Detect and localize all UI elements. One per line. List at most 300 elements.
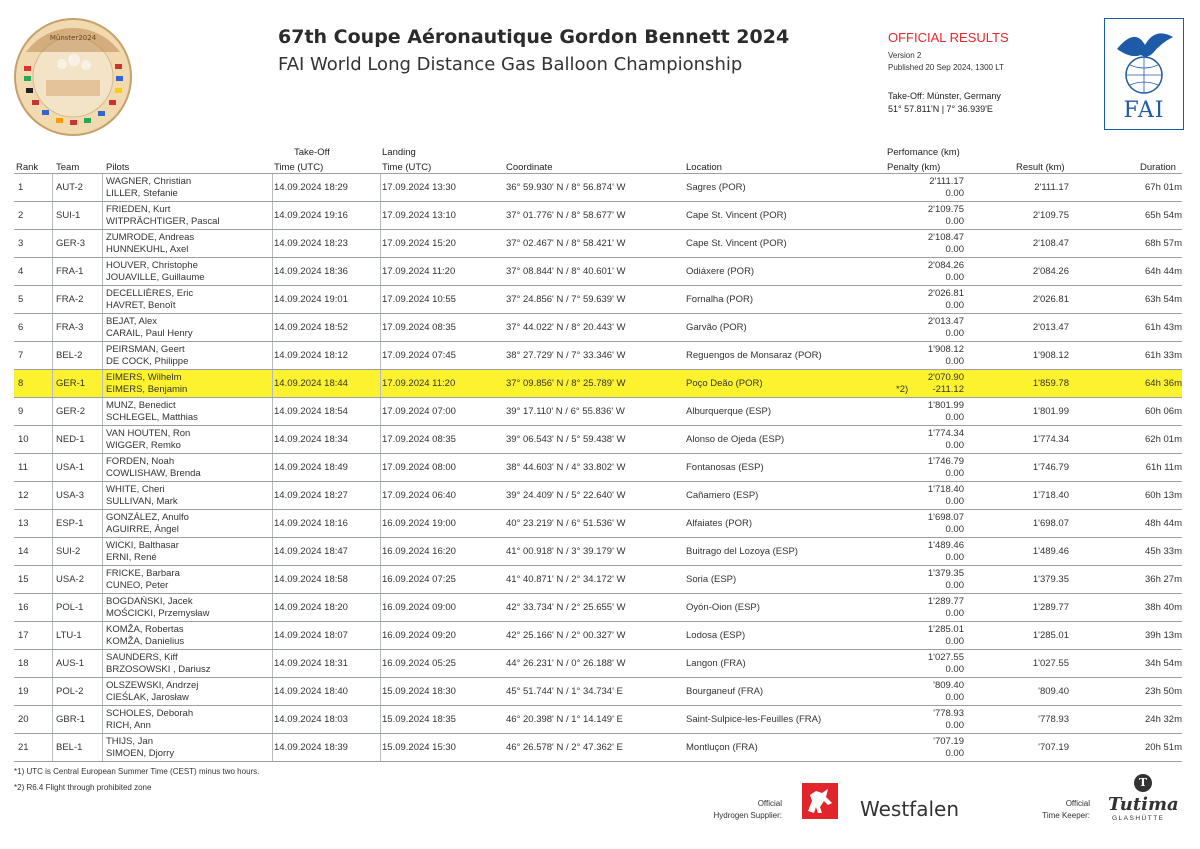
cell-pilot1: KOMŽA, Robertas xyxy=(106,624,184,635)
cell-duration: 61h 43m xyxy=(1145,322,1182,333)
table-row xyxy=(14,509,1182,538)
cell-duration: 39h 13m xyxy=(1145,630,1182,641)
cell-landing: 17.09.2024 10:55 xyxy=(382,294,456,305)
cell-rank: 13 xyxy=(18,518,29,529)
cell-perf: 2'013.47 xyxy=(927,316,964,327)
cell-result: 2'026.81 xyxy=(1032,294,1069,305)
cell-perf: '778.93 xyxy=(933,708,964,719)
cell-pilot1: FORDEN, Noah xyxy=(106,456,175,467)
cell-takeoff: 14.09.2024 18:29 xyxy=(274,182,348,193)
table-row xyxy=(14,341,1182,370)
column-divider xyxy=(380,678,381,706)
cell-pilot1: FRIEDEN, Kurt xyxy=(106,204,171,215)
cell-result: 1'718.40 xyxy=(1032,490,1069,501)
takeoff-coordinates: 51° 57.811'N | 7° 36.939'E xyxy=(888,104,993,114)
cell-perf: 1'379.35 xyxy=(927,568,964,579)
cell-team: GER-3 xyxy=(56,238,86,249)
cell-landing: 17.09.2024 07:00 xyxy=(382,406,456,417)
cell-landing: 16.09.2024 19:00 xyxy=(382,518,456,529)
cell-location: Montluçon (FRA) xyxy=(686,742,758,753)
cell-penalty: 0.00 xyxy=(945,328,964,339)
cell-rank: 9 xyxy=(18,406,24,417)
column-divider xyxy=(52,678,53,706)
cell-pilot2: LILLER, Stefanie xyxy=(106,188,178,199)
cell-location: Soria (ESP) xyxy=(686,574,737,585)
cell-perf: 2'084.26 xyxy=(927,260,964,271)
cell-perf: 2'108.47 xyxy=(927,232,964,243)
cell-rank: 15 xyxy=(18,574,29,585)
table-row xyxy=(14,677,1182,706)
hydrogen-label-line1: Official xyxy=(757,799,782,808)
cell-location: Sagres (POR) xyxy=(686,182,746,193)
cell-pilot2: CUNEO, Peter xyxy=(106,580,169,591)
cell-takeoff: 14.09.2024 19:01 xyxy=(274,294,348,305)
column-divider xyxy=(52,286,53,314)
cell-coordinate: 39° 17.110' N / 6° 55.836' W xyxy=(506,406,625,417)
col-takeoff-bottom: Time (UTC) xyxy=(274,162,324,173)
cell-result: 1'285.01 xyxy=(1032,630,1069,641)
cell-rank: 2 xyxy=(18,210,24,221)
cell-rank: 17 xyxy=(18,630,29,641)
table-row xyxy=(14,565,1182,594)
cell-perf: 1'801.99 xyxy=(927,400,964,411)
cell-penalty: 0.00 xyxy=(945,188,964,199)
cell-team: BEL-2 xyxy=(56,350,83,361)
cell-pilot2: MOŚCICKI, Przemysław xyxy=(106,608,210,619)
cell-result: '809.40 xyxy=(1038,686,1069,697)
cell-rank: 1 xyxy=(18,182,24,193)
fai-logo xyxy=(1104,18,1184,130)
cell-perf: 1'027.55 xyxy=(927,652,964,663)
col-penalty: Penalty (km) xyxy=(887,162,941,173)
cell-pilot1: WICKI, Balthasar xyxy=(106,540,179,551)
column-divider xyxy=(272,706,273,734)
page-subtitle: FAI World Long Distance Gas Balloon Championship xyxy=(278,54,743,75)
cell-duration: 38h 40m xyxy=(1145,602,1182,613)
cell-rank: 8 xyxy=(18,378,24,389)
cell-landing: 17.09.2024 07:45 xyxy=(382,350,456,361)
cell-pilot2: SCHLEGEL, Matthias xyxy=(106,412,198,423)
column-divider xyxy=(380,286,381,314)
cell-duration: 61h 11m xyxy=(1145,462,1182,473)
cell-rank: 4 xyxy=(18,266,24,277)
cell-penalty: 0.00 xyxy=(945,692,964,703)
cell-team: POL-2 xyxy=(56,686,84,697)
cell-penalty: 0.00 xyxy=(945,272,964,283)
cell-coordinate: 37° 09.856' N / 8° 25.789' W xyxy=(506,378,626,389)
cell-duration: 68h 57m xyxy=(1145,238,1182,249)
column-divider xyxy=(272,230,273,258)
cell-perf: '707.19 xyxy=(933,736,964,747)
col-result: Result (km) xyxy=(1016,162,1065,173)
table-row xyxy=(14,593,1182,622)
cell-landing: 17.09.2024 11:20 xyxy=(382,266,456,277)
timekeeper-label-line2: Time Keeper: xyxy=(1042,811,1090,820)
cell-takeoff: 14.09.2024 18:39 xyxy=(274,742,348,753)
cell-pilot1: HOUVER, Christophe xyxy=(106,260,198,271)
column-divider xyxy=(52,426,53,454)
cell-result: 2'013.47 xyxy=(1032,322,1069,333)
column-divider xyxy=(272,510,273,538)
cell-perf: 1'489.46 xyxy=(927,540,964,551)
column-divider xyxy=(272,398,273,426)
cell-pilot2: JOUAVILLE, Guillaume xyxy=(106,272,205,283)
column-divider xyxy=(102,314,103,342)
cell-landing: 16.09.2024 09:00 xyxy=(382,602,456,613)
cell-perf: 2'111.17 xyxy=(929,176,964,187)
cell-coordinate: 42° 33.734' N / 2° 25.655' W xyxy=(506,602,626,613)
cell-team: GER-2 xyxy=(56,406,86,417)
table-row xyxy=(14,369,1182,398)
column-divider xyxy=(52,734,53,762)
cell-perf: 1'908.12 xyxy=(927,344,964,355)
cell-result: 1'027.55 xyxy=(1032,658,1069,669)
cell-landing: 16.09.2024 05:25 xyxy=(382,658,456,669)
cell-rank: 14 xyxy=(18,546,29,557)
cell-coordinate: 46° 20.398' N / 1° 14.149' E xyxy=(506,714,623,725)
cell-pilot1: EIMERS, Wilhelm xyxy=(106,372,182,383)
column-divider xyxy=(380,398,381,426)
cell-rank: 10 xyxy=(18,434,29,445)
column-divider xyxy=(380,510,381,538)
badge-text: Münster2024 xyxy=(49,34,97,42)
cell-location: Buitrago del Lozoya (ESP) xyxy=(686,546,798,557)
column-divider xyxy=(380,538,381,566)
version-label: Version 2 xyxy=(888,51,922,60)
cell-penalty: 0.00 xyxy=(945,664,964,675)
cell-result: 1'801.99 xyxy=(1032,406,1069,417)
cell-duration: 20h 51m xyxy=(1145,742,1182,753)
cell-pilot2: BRZOSOWSKI , Dariusz xyxy=(106,664,211,675)
column-divider xyxy=(102,538,103,566)
gordon-bennett-badge xyxy=(12,16,134,138)
cell-rank: 7 xyxy=(18,350,24,361)
table-row xyxy=(14,229,1182,258)
column-divider xyxy=(272,454,273,482)
column-divider xyxy=(52,398,53,426)
cell-pilot1: BOGDAŃSKI, Jacek xyxy=(106,596,193,607)
column-divider xyxy=(380,174,381,202)
cell-rank: 12 xyxy=(18,490,29,501)
column-divider xyxy=(102,650,103,678)
cell-pilot2: HAVRET, Benoît xyxy=(106,300,176,311)
cell-penalty: 0.00 xyxy=(945,412,964,423)
timekeeper-label xyxy=(1010,798,1090,822)
cell-pilot1: WAGNER, Christian xyxy=(106,176,192,187)
cell-duration: 36h 27m xyxy=(1145,574,1182,585)
column-divider xyxy=(380,426,381,454)
cell-perf: 2'109.75 xyxy=(927,204,964,215)
cell-landing: 17.09.2024 13:30 xyxy=(382,182,456,193)
cell-takeoff: 14.09.2024 18:12 xyxy=(274,350,348,361)
cell-pilot1: PEIRSMAN, Geert xyxy=(106,344,185,355)
cell-landing: 17.09.2024 11:20 xyxy=(382,378,456,389)
column-divider xyxy=(272,482,273,510)
cell-landing: 16.09.2024 09:20 xyxy=(382,630,456,641)
table-row xyxy=(14,173,1182,202)
hydrogen-supplier-label xyxy=(700,798,782,822)
table-row xyxy=(14,733,1182,762)
column-divider xyxy=(52,202,53,230)
cell-location: Alonso de Ojeda (ESP) xyxy=(686,434,785,445)
column-divider xyxy=(52,230,53,258)
column-divider xyxy=(380,734,381,762)
column-divider xyxy=(52,258,53,286)
cell-pilot2: WITPRÄCHTIGER, Pascal xyxy=(106,216,220,227)
col-pilots: Pilots xyxy=(106,162,130,173)
cell-takeoff: 14.09.2024 18:36 xyxy=(274,266,348,277)
cell-pilot2: RICH, Ann xyxy=(106,720,151,731)
westfalen-logo-text: Westfalen xyxy=(860,797,960,821)
cell-duration: 48h 44m xyxy=(1145,518,1182,529)
cell-duration: 61h 33m xyxy=(1145,350,1182,361)
column-divider xyxy=(102,258,103,286)
tutima-icon: T xyxy=(1134,774,1152,792)
column-divider xyxy=(102,734,103,762)
cell-penalty: 0.00 xyxy=(945,580,964,591)
cell-penalty: 0.00 xyxy=(945,468,964,479)
cell-duration: 64h 44m xyxy=(1145,266,1182,277)
cell-duration: 60h 13m xyxy=(1145,490,1182,501)
cell-pilot1: SAUNDERS, Kiff xyxy=(106,652,178,663)
table-row xyxy=(14,705,1182,734)
cell-pilot1: SCHOLES, Deborah xyxy=(106,708,194,719)
cell-rank: 21 xyxy=(18,742,29,753)
cell-note: *2) xyxy=(896,384,909,395)
cell-result: 1'746.79 xyxy=(1032,462,1069,473)
cell-takeoff: 14.09.2024 18:03 xyxy=(274,714,348,725)
cell-duration: 62h 01m xyxy=(1145,434,1182,445)
column-divider xyxy=(102,510,103,538)
cell-pilot1: GONZÁLEZ, Anulfo xyxy=(106,512,189,523)
cell-takeoff: 14.09.2024 18:16 xyxy=(274,518,348,529)
column-divider xyxy=(272,314,273,342)
cell-takeoff: 14.09.2024 18:49 xyxy=(274,462,348,473)
column-divider xyxy=(102,230,103,258)
table-row xyxy=(14,453,1182,482)
cell-coordinate: 39° 06.543' N / 5° 59.438' W xyxy=(506,434,626,445)
published-date: Published 20 Sep 2024, 1300 LT xyxy=(888,63,1004,72)
tutima-logo-text: Tutima xyxy=(1108,794,1179,815)
cell-result: '778.93 xyxy=(1038,714,1069,725)
column-divider xyxy=(52,622,53,650)
cell-pilot1: WHITE, Cheri xyxy=(106,484,165,495)
cell-coordinate: 44° 26.231' N / 0° 26.188' W xyxy=(506,658,626,669)
table-row xyxy=(14,537,1182,566)
cell-team: BEL-1 xyxy=(56,742,83,753)
cell-coordinate: 39° 24.409' N / 5° 22.640' W xyxy=(506,490,626,501)
cell-perf: 1'289.77 xyxy=(927,596,964,607)
column-divider xyxy=(102,706,103,734)
cell-location: Bourganeuf (FRA) xyxy=(686,686,764,697)
cell-team: FRA-3 xyxy=(56,322,84,333)
cell-pilot1: OLSZEWSKI, Andrzej xyxy=(106,680,199,691)
cell-perf: 1'285.01 xyxy=(927,624,964,635)
cell-duration: 65h 54m xyxy=(1145,210,1182,221)
cell-team: SUI-1 xyxy=(56,210,81,221)
cell-landing: 15.09.2024 18:30 xyxy=(382,686,456,697)
cell-team: GER-1 xyxy=(56,378,86,389)
cell-landing: 17.09.2024 15:20 xyxy=(382,238,456,249)
cell-landing: 17.09.2024 08:00 xyxy=(382,462,456,473)
glashutte-text: GLASHÜTTE xyxy=(1112,815,1165,822)
cell-team: GBR-1 xyxy=(56,714,86,725)
cell-pilot2: ERNI, René xyxy=(106,552,157,563)
column-divider xyxy=(380,454,381,482)
cell-penalty: 0.00 xyxy=(945,496,964,507)
cell-location: Odiáxere (POR) xyxy=(686,266,755,277)
col-coordinate: Coordinate xyxy=(506,162,553,173)
cell-landing: 15.09.2024 15:30 xyxy=(382,742,456,753)
cell-location: Lodosa (ESP) xyxy=(686,630,746,641)
cell-team: USA-3 xyxy=(56,490,84,501)
column-divider xyxy=(272,370,273,398)
cell-landing: 16.09.2024 16:20 xyxy=(382,546,456,557)
cell-landing: 17.09.2024 08:35 xyxy=(382,322,456,333)
table-row xyxy=(14,313,1182,342)
cell-team: USA-1 xyxy=(56,462,84,473)
cell-landing: 17.09.2024 06:40 xyxy=(382,490,456,501)
cell-coordinate: 37° 24.856' N / 7° 59.639' W xyxy=(506,294,626,305)
cell-pilot2: KOMŽA, Danielius xyxy=(106,636,185,647)
column-divider xyxy=(52,706,53,734)
cell-team: ESP-1 xyxy=(56,518,84,529)
cell-pilot1: VAN HOUTEN, Ron xyxy=(106,428,191,439)
column-divider xyxy=(52,482,53,510)
cell-rank: 16 xyxy=(18,602,29,613)
cell-penalty: 0.00 xyxy=(945,748,964,759)
cell-result: 1'908.12 xyxy=(1032,350,1069,361)
column-divider xyxy=(380,202,381,230)
cell-location: Cape St. Vincent (POR) xyxy=(686,210,787,221)
cell-pilot1: THIJS, Jan xyxy=(106,736,153,747)
cell-penalty: 0.00 xyxy=(945,244,964,255)
cell-rank: 19 xyxy=(18,686,29,697)
cell-duration: 34h 54m xyxy=(1145,658,1182,669)
col-rank: Rank xyxy=(16,162,39,173)
column-divider xyxy=(380,566,381,594)
cell-pilot2: CARAIL, Paul Henry xyxy=(106,328,193,339)
column-divider xyxy=(272,594,273,622)
cell-perf: 1'718.40 xyxy=(927,484,964,495)
col-landing-top: Landing xyxy=(382,147,416,158)
cell-result: 2'111.17 xyxy=(1034,182,1069,193)
cell-coordinate: 37° 01.776' N / 8° 58.677' W xyxy=(506,210,626,221)
cell-takeoff: 14.09.2024 18:07 xyxy=(274,630,348,641)
cell-penalty: 0.00 xyxy=(945,216,964,227)
table-row xyxy=(14,425,1182,454)
cell-pilot1: DECELLIÈRES, Eric xyxy=(106,288,194,299)
cell-pilot1: MUNZ, Benedict xyxy=(106,400,176,411)
cell-landing: 17.09.2024 13:10 xyxy=(382,210,456,221)
cell-result: 2'084.26 xyxy=(1032,266,1069,277)
cell-coordinate: 41° 00.918' N / 3° 39.179' W xyxy=(506,546,626,557)
cell-penalty: 0.00 xyxy=(945,524,964,535)
table-row xyxy=(14,649,1182,678)
cell-result: 1'289.77 xyxy=(1032,602,1069,613)
column-divider xyxy=(272,650,273,678)
cell-penalty: 0.00 xyxy=(945,356,964,367)
cell-location: Oyón-Oion (ESP) xyxy=(686,602,760,613)
cell-perf: 1'774.34 xyxy=(927,428,964,439)
cell-location: Cape St. Vincent (POR) xyxy=(686,238,787,249)
cell-rank: 6 xyxy=(18,322,24,333)
column-divider xyxy=(102,202,103,230)
col-perf-top: Perfomance (km) xyxy=(887,147,960,158)
cell-team: LTU-1 xyxy=(56,630,82,641)
column-divider xyxy=(272,734,273,762)
cell-takeoff: 14.09.2024 18:44 xyxy=(274,378,348,389)
column-divider xyxy=(272,622,273,650)
cell-penalty: 0.00 xyxy=(945,300,964,311)
column-divider xyxy=(272,286,273,314)
column-divider xyxy=(52,370,53,398)
column-divider xyxy=(380,314,381,342)
column-divider xyxy=(52,510,53,538)
column-divider xyxy=(102,370,103,398)
column-divider xyxy=(102,482,103,510)
cell-result: 1'379.35 xyxy=(1032,574,1069,585)
takeoff-location: Take-Off: Münster, Germany xyxy=(888,91,1001,101)
cell-result: 2'109.75 xyxy=(1032,210,1069,221)
cell-rank: 5 xyxy=(18,294,24,305)
column-divider xyxy=(102,174,103,202)
column-divider xyxy=(52,314,53,342)
cell-team: USA-2 xyxy=(56,574,84,585)
cell-pilot2: EIMERS, Benjamin xyxy=(106,384,188,395)
cell-takeoff: 14.09.2024 19:16 xyxy=(274,210,348,221)
cell-location: Poço Deão (POR) xyxy=(686,378,763,389)
column-divider xyxy=(52,650,53,678)
cell-team: NED-1 xyxy=(56,434,85,445)
cell-coordinate: 40° 23.219' N / 6° 51.536' W xyxy=(506,518,626,529)
cell-duration: 23h 50m xyxy=(1145,686,1182,697)
column-divider xyxy=(272,174,273,202)
cell-perf: 2'070.90 xyxy=(927,372,964,383)
cell-pilot1: ZUMRODE, Andreas xyxy=(106,232,195,243)
cell-duration: 24h 32m xyxy=(1145,714,1182,725)
cell-location: Cañamero (ESP) xyxy=(686,490,759,501)
column-divider xyxy=(272,426,273,454)
column-divider xyxy=(380,482,381,510)
column-divider xyxy=(272,566,273,594)
cell-duration: 60h 06m xyxy=(1145,406,1182,417)
cell-location: Reguengos de Monsaraz (POR) xyxy=(686,350,822,361)
footnote-1: *1) UTC is Central European Summer Time (CEST) minus two hours. xyxy=(14,767,260,776)
cell-landing: 15.09.2024 18:35 xyxy=(382,714,456,725)
cell-result: 1'698.07 xyxy=(1032,518,1069,529)
cell-pilot2: HUNNEKUHL, Axel xyxy=(106,244,189,255)
cell-takeoff: 14.09.2024 18:23 xyxy=(274,238,348,249)
column-divider xyxy=(380,650,381,678)
timekeeper-label-line1: Official xyxy=(1065,799,1090,808)
cell-penalty: 0.00 xyxy=(945,636,964,647)
cell-location: Alfaiates (POR) xyxy=(686,518,752,529)
column-divider xyxy=(52,454,53,482)
cell-pilot2: AGUIRRE, Ángel xyxy=(106,524,179,535)
cell-takeoff: 14.09.2024 18:34 xyxy=(274,434,348,445)
footnote-2: *2) R6.4 Flight through prohibited zone xyxy=(14,783,152,792)
column-divider xyxy=(52,538,53,566)
cell-pilot2: SULLIVAN, Mark xyxy=(106,496,178,507)
cell-location: Langon (FRA) xyxy=(686,658,746,669)
cell-coordinate: 38° 44.603' N / 4° 33.802' W xyxy=(506,462,626,473)
cell-pilot2: WIGGER, Remko xyxy=(106,440,181,451)
cell-coordinate: 46° 26.578' N / 2° 47.362' E xyxy=(506,742,623,753)
cell-takeoff: 14.09.2024 18:52 xyxy=(274,322,348,333)
column-divider xyxy=(272,538,273,566)
cell-duration: 67h 01m xyxy=(1145,182,1182,193)
